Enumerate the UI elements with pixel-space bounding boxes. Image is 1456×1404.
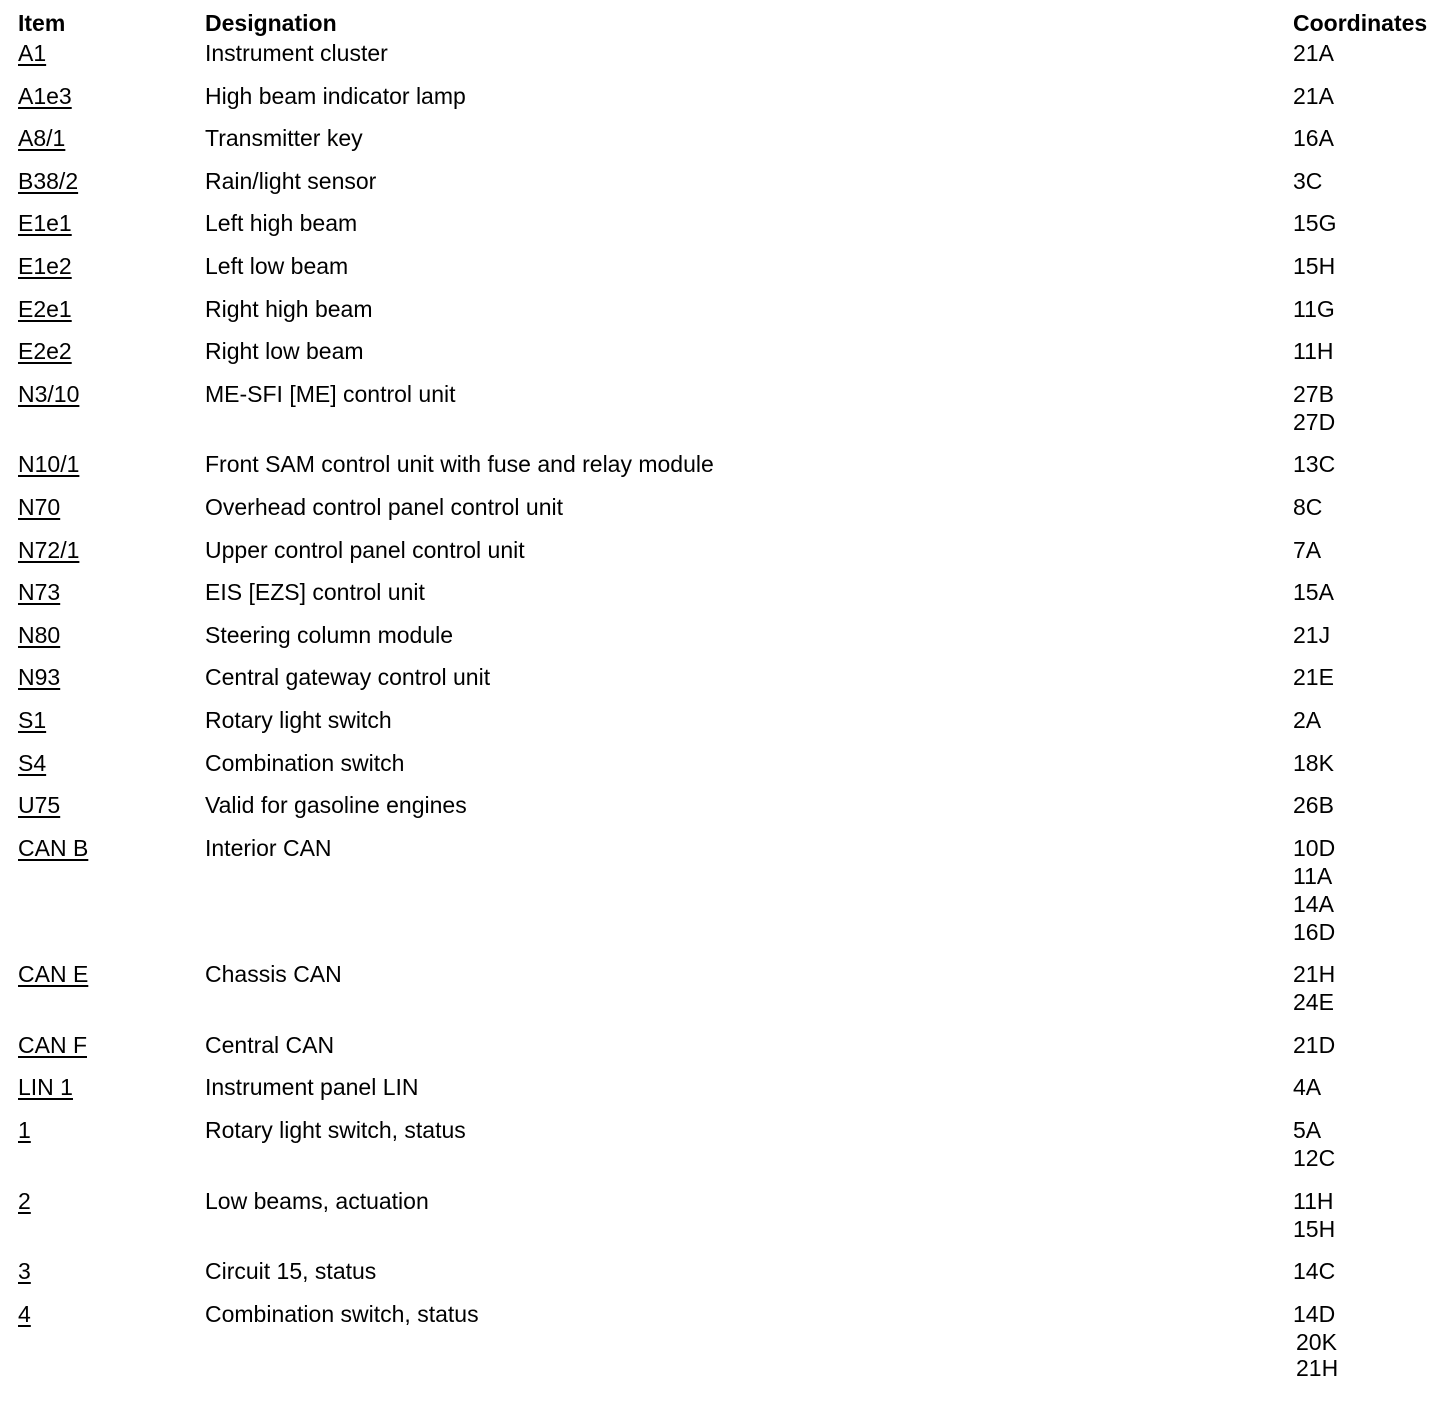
coordinates-cell — [1293, 493, 1322, 521]
coordinates-cell — [1293, 295, 1335, 323]
table-row — [18, 791, 1448, 834]
coordinate-value: 14A — [1293, 890, 1334, 917]
item-link[interactable]: CAN E — [18, 961, 89, 988]
table-row — [18, 1257, 1448, 1300]
designation-cell: High beam indicator lamp — [205, 82, 466, 109]
coordinate-value: 5A — [1293, 1117, 1322, 1144]
coordinate-value: 20K — [1296, 1328, 1337, 1355]
table-body — [18, 39, 1448, 1398]
coordinate-value: 11A — [1293, 862, 1333, 889]
coordinate-value: 21H — [1293, 961, 1336, 988]
table-row — [18, 960, 1448, 1031]
designation-cell: Rotary light switch, status — [205, 1117, 466, 1144]
designation-cell: Left high beam — [205, 210, 358, 237]
coordinates-cell — [1293, 124, 1334, 152]
coordinates-cell — [1293, 791, 1334, 819]
item-link[interactable]: 3 — [18, 1258, 31, 1285]
coordinate-value: 8C — [1293, 493, 1323, 520]
coordinate-value: 11H — [1293, 338, 1334, 365]
designation-cell: ME-SFI [ME] control unit — [205, 380, 456, 407]
coordinate-value: 21E — [1293, 664, 1334, 691]
table-row — [18, 209, 1448, 252]
coordinates-cell — [1293, 834, 1335, 946]
coordinate-value: 11H — [1293, 1187, 1334, 1214]
designation-cell: Central CAN — [205, 1031, 335, 1058]
coordinate-value: 21D — [1293, 1031, 1336, 1058]
coordinates-cell — [1293, 1073, 1321, 1101]
designation-cell: Instrument panel LIN — [205, 1074, 419, 1101]
designation-cell: Right low beam — [205, 338, 364, 365]
coordinates-cell — [1293, 749, 1334, 777]
header-item: Item — [18, 10, 66, 36]
item-link[interactable]: E2e1 — [18, 295, 72, 322]
item-link[interactable]: N93 — [18, 664, 61, 691]
item-link[interactable]: CAN F — [18, 1031, 87, 1058]
table-row — [18, 1073, 1448, 1116]
table-row — [18, 337, 1448, 380]
designation-cell: EIS [EZS] control unit — [205, 579, 425, 606]
coordinate-value: 27B — [1293, 380, 1334, 407]
designation-cell: Low beams, actuation — [205, 1187, 429, 1214]
coordinate-value: 15A — [1293, 579, 1334, 606]
designation-cell: Interior CAN — [205, 834, 332, 861]
coordinates-cell — [1293, 167, 1322, 195]
designation-cell: Valid for gasoline engines — [205, 792, 467, 819]
table-row — [18, 578, 1448, 621]
coordinate-value: 14C — [1293, 1258, 1336, 1285]
table-row — [18, 749, 1448, 792]
coordinate-value: 15H — [1293, 1215, 1336, 1242]
table-row — [18, 536, 1448, 579]
designation-cell: Combination switch — [205, 749, 405, 776]
coordinates-cell — [1293, 621, 1330, 649]
designation-cell: Circuit 15, status — [205, 1258, 377, 1285]
coordinate-value: 14D — [1293, 1300, 1336, 1327]
coordinate-value: 26B — [1293, 792, 1334, 819]
item-link[interactable]: A1 — [18, 40, 47, 66]
coordinate-value: 7A — [1293, 536, 1322, 563]
table-row — [18, 450, 1448, 493]
table-row — [18, 663, 1448, 706]
coordinate-value: 3C — [1293, 167, 1323, 194]
item-link[interactable]: B38/2 — [18, 167, 79, 194]
table-row — [18, 1187, 1448, 1258]
designation-cell: Transmitter key — [205, 125, 363, 152]
item-link[interactable]: 1 — [18, 1117, 31, 1144]
item-link[interactable]: N3/10 — [18, 380, 80, 407]
coordinates-cell — [1293, 960, 1335, 1016]
item-link[interactable]: 4 — [18, 1300, 31, 1327]
item-link[interactable]: S4 — [18, 749, 47, 776]
coordinates-cell — [1293, 1116, 1335, 1172]
coordinate-value: 4A — [1293, 1074, 1322, 1101]
coordinate-value: 12C — [1293, 1145, 1336, 1172]
coordinate-value: 18K — [1293, 749, 1334, 776]
item-link[interactable]: E1e1 — [18, 210, 72, 237]
legend-table — [18, 9, 1448, 1398]
item-link[interactable]: N72/1 — [18, 536, 80, 563]
coordinates-cell — [1293, 450, 1335, 478]
table-row — [18, 706, 1448, 749]
item-link[interactable]: N80 — [18, 621, 61, 648]
table-row — [18, 380, 1448, 451]
item-link[interactable]: 2 — [18, 1187, 31, 1214]
coordinate-value: 27D — [1293, 408, 1336, 435]
header-coordinates: Coordinates — [1293, 10, 1428, 36]
coordinates-cell — [1293, 1257, 1335, 1285]
item-link[interactable]: LIN 1 — [18, 1074, 73, 1101]
table-row — [18, 39, 1448, 82]
coordinates-cell — [1293, 663, 1334, 691]
item-link[interactable]: N70 — [18, 493, 61, 520]
table-row — [18, 834, 1448, 961]
table-row — [18, 1300, 1448, 1399]
coordinates-cell — [1293, 1187, 1335, 1243]
coordinate-value: 21H — [1296, 1354, 1339, 1381]
table-row — [18, 167, 1448, 210]
coordinates-cell — [1293, 209, 1336, 237]
coordinates-cell — [1293, 380, 1335, 436]
coordinates-cell — [1293, 39, 1334, 67]
coordinate-value: 11G — [1293, 295, 1335, 322]
designation-cell: Combination switch, status — [205, 1300, 479, 1327]
item-link[interactable]: N10/1 — [18, 451, 80, 478]
item-link[interactable]: N73 — [18, 579, 61, 606]
designation-cell: Instrument cluster — [205, 40, 388, 66]
table-row — [18, 295, 1448, 338]
designation-cell: Left low beam — [205, 252, 349, 279]
coordinates-cell — [1293, 1300, 1338, 1380]
table-row — [18, 493, 1448, 536]
table-row — [18, 1031, 1448, 1074]
designation-cell: Right high beam — [205, 295, 373, 322]
coordinate-value: 13C — [1293, 451, 1336, 478]
designation-cell: Upper control panel control unit — [205, 536, 525, 563]
coordinate-value: 15G — [1293, 210, 1337, 237]
table-row — [18, 252, 1448, 295]
item-link[interactable]: CAN B — [18, 834, 89, 861]
table-row — [18, 621, 1448, 664]
coordinate-value: 24E — [1293, 989, 1334, 1016]
designation-cell: Overhead control panel control unit — [205, 493, 563, 520]
coordinates-cell — [1293, 536, 1321, 564]
item-link[interactable]: A1e3 — [18, 82, 72, 109]
item-link[interactable]: A8/1 — [18, 125, 66, 152]
coordinates-cell — [1293, 252, 1335, 280]
coordinate-value: 21A — [1293, 40, 1334, 66]
coordinates-cell — [1293, 337, 1334, 365]
coordinate-value: 2A — [1293, 706, 1322, 733]
coordinate-value: 15H — [1293, 252, 1336, 279]
table-row — [18, 1116, 1448, 1187]
coordinate-value: 16A — [1293, 125, 1334, 152]
designation-cell: Rotary light switch — [205, 706, 392, 733]
designation-cell: Steering column module — [205, 621, 454, 648]
designation-cell: Front SAM control unit with fuse and relay module — [205, 451, 714, 478]
coordinate-value: 10D — [1293, 834, 1336, 861]
designation-cell: Chassis CAN — [205, 961, 342, 988]
coordinate-value: 21A — [1293, 82, 1334, 109]
table-row — [18, 82, 1448, 125]
header-designation: Designation — [205, 10, 337, 36]
designation-cell: Rain/light sensor — [205, 167, 377, 194]
table-row — [18, 124, 1448, 167]
item-link[interactable]: E2e2 — [18, 338, 72, 365]
designation-cell: Central gateway control unit — [205, 664, 491, 691]
table-header — [18, 9, 1448, 39]
coordinates-cell — [1293, 1031, 1335, 1059]
item-link[interactable]: E1e2 — [18, 252, 72, 279]
coordinates-cell — [1293, 706, 1321, 734]
item-link[interactable]: S1 — [18, 706, 47, 733]
coordinates-cell — [1293, 82, 1334, 110]
item-link[interactable]: U75 — [18, 792, 61, 819]
coordinate-value: 16D — [1293, 918, 1336, 945]
coordinate-value: 21J — [1293, 621, 1331, 648]
coordinates-cell — [1293, 578, 1334, 606]
